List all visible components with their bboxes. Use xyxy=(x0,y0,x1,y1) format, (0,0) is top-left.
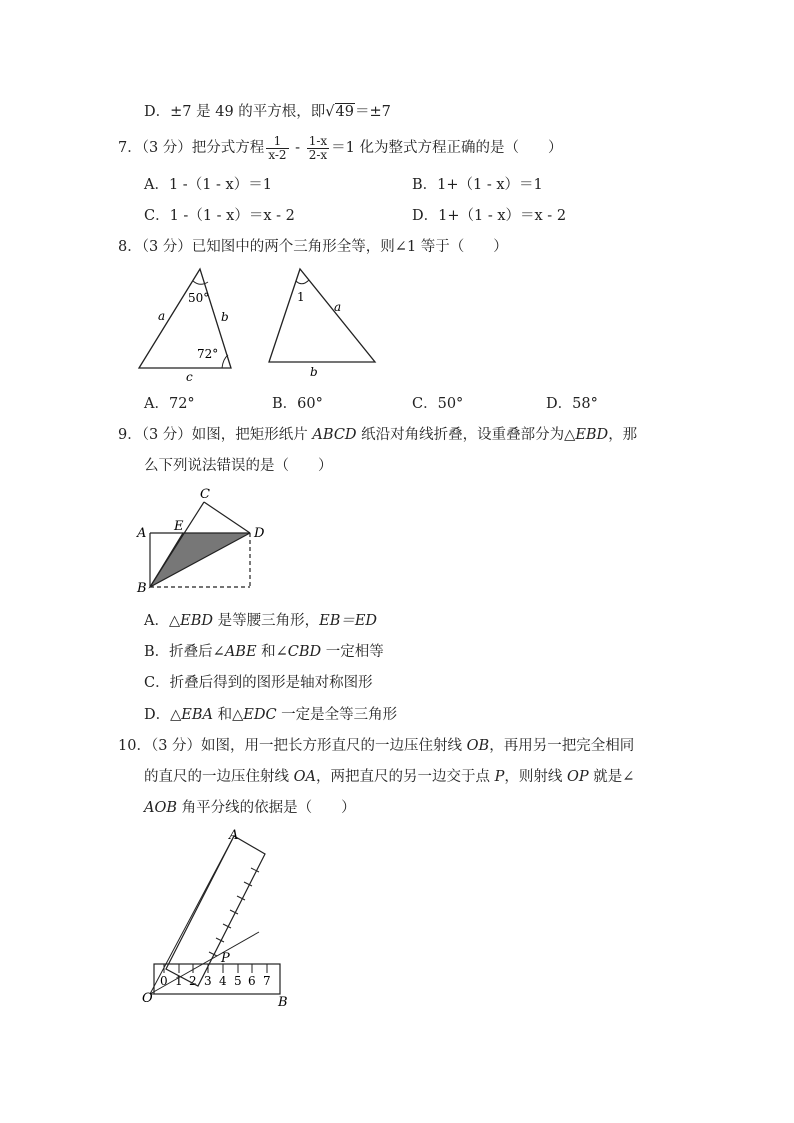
q8-stem: 8．（3 分）已知图中的两个三角形全等，则∠1 等于（ ） xyxy=(118,239,508,255)
q9-stem-text: 9．（3 分）如图，把矩形纸片 xyxy=(118,427,313,443)
q10-figure xyxy=(138,828,318,1008)
q7-option-a[interactable]: A．1 -（1 - x）＝1 xyxy=(144,177,272,193)
q10-p: P xyxy=(494,769,505,785)
q10-tick-0: 0 xyxy=(160,974,168,988)
q10-tick-5: 5 xyxy=(234,974,242,988)
q10-tick-3: 3 xyxy=(204,974,212,988)
q9-option-a[interactable] xyxy=(144,611,377,631)
q10-oa: OA xyxy=(293,769,316,785)
q7-option-b[interactable]: B．1+（1 - x）＝1 xyxy=(412,177,543,193)
q10-label-O: O xyxy=(142,991,153,1006)
q7-stem-suffix: ＝1 化为整式方程正确的是（ ） xyxy=(331,140,563,156)
q10-text: 角平分线的依据是（ ） xyxy=(177,800,356,816)
q10-text: 就是∠ xyxy=(588,769,635,785)
q8-option-d[interactable]: D．58° xyxy=(546,396,598,412)
q10-ruler-ticks xyxy=(164,964,267,973)
q10-tick-1: 1 xyxy=(175,974,183,988)
q8-triangle-2 xyxy=(269,269,375,362)
q9-label-E: E xyxy=(174,519,184,534)
q9-d-eba: EBA xyxy=(181,707,213,723)
q9-abcd: ABCD xyxy=(312,427,357,443)
q9-b-abe: ABE xyxy=(224,644,257,660)
q10-ob: OB xyxy=(466,738,490,754)
q7-frac2-denominator: 2-x xyxy=(308,147,328,162)
q9-b-text: 一定相等 xyxy=(321,644,384,660)
q9-d-text: D．△ xyxy=(144,707,182,723)
q9-stem-line-1 xyxy=(118,425,637,445)
q10-label-B: B xyxy=(278,995,288,1010)
q8-angle-arc-top xyxy=(193,281,208,284)
q8-t2-angle: 1 xyxy=(297,290,305,304)
q6-radicand: 49 xyxy=(335,104,354,120)
q8-option-c[interactable]: C．50° xyxy=(412,396,464,412)
q10-tick-4: 4 xyxy=(219,974,227,988)
q10-label-P: P xyxy=(221,951,230,966)
q8-figure xyxy=(130,265,390,385)
q7-frac2-numerator: 1-x xyxy=(308,133,328,148)
q9-label-D: D xyxy=(254,526,265,541)
q7-option-c[interactable]: C．1 -（1 - x）＝x - 2 xyxy=(144,208,295,224)
q10-stem-line-3 xyxy=(144,798,356,818)
q8-angle-arc-1 xyxy=(296,280,309,284)
q9-a-text: A．△ xyxy=(144,613,181,629)
q9-figure xyxy=(134,486,274,596)
q10-text: ，两把直尺的另一边交于点 xyxy=(315,769,495,785)
q8-t1-angle-top: 50° xyxy=(188,291,210,305)
q6-option-d xyxy=(144,102,391,122)
q8-t2-side-b: b xyxy=(310,365,318,379)
q10-stem-line-2 xyxy=(144,767,634,787)
q10-text: ，再用另一把完全相同 xyxy=(489,738,635,754)
q9-ebd: EBD xyxy=(575,427,609,443)
q10-tick-6: 6 xyxy=(248,974,256,988)
q10-ruler-horizontal xyxy=(154,964,280,994)
q10-stem-line-1 xyxy=(118,736,634,756)
q6-option-d-prefix: D．±7 是 49 的平方根，即 xyxy=(144,104,326,120)
q9-stem-line-2: 么下列说法错误的是（ ） xyxy=(144,458,333,474)
q7-option-d[interactable]: D．1+（1 - x）＝x - 2 xyxy=(412,208,567,224)
sqrt-symbol: √ xyxy=(325,104,335,120)
q9-b-text: 和∠ xyxy=(256,644,288,660)
q6-option-d-suffix: ＝±7 xyxy=(354,104,391,120)
q9-stem-text: 纸沿对角线折叠，设重叠部分为△ xyxy=(356,427,576,443)
q9-a-ebd: EBD xyxy=(180,613,213,629)
q10-tick-2: 2 xyxy=(189,974,197,988)
q9-option-d[interactable] xyxy=(144,705,397,725)
q9-option-b[interactable] xyxy=(144,642,384,662)
q9-a-eq: EB＝ED xyxy=(319,613,378,629)
q9-d-text: 一定是全等三角形 xyxy=(276,707,398,723)
q7-stem xyxy=(118,133,563,163)
q8-t1-side-c: c xyxy=(186,370,193,384)
q10-text: 10．（3 分）如图，用一把长方形直尺的一边压住射线 xyxy=(118,738,467,754)
q7-fraction-2 xyxy=(307,135,329,162)
q9-shaded-triangle xyxy=(150,533,250,587)
q8-t1-side-a: a xyxy=(158,309,166,323)
q8-t2-side-a: a xyxy=(334,300,342,314)
q7-frac1-denominator: x-2 xyxy=(268,147,287,162)
q7-fraction-1 xyxy=(266,135,288,162)
q8-option-b[interactable]: B．60° xyxy=(272,396,323,412)
q10-op: OP xyxy=(566,769,589,785)
q10-text: 的直尺的一边压住射线 xyxy=(144,769,294,785)
q9-fold-CD xyxy=(204,502,250,533)
q9-b-cbd: CBD xyxy=(287,644,322,660)
q9-stem-text: ，那 xyxy=(608,427,638,443)
q8-t1-angle-right: 72° xyxy=(197,347,219,361)
q10-aob: AOB xyxy=(144,800,178,816)
q8-option-a[interactable]: A．72° xyxy=(144,396,195,412)
q10-tick-7: 7 xyxy=(263,974,271,988)
q9-label-B: B xyxy=(137,581,147,596)
q8-t1-side-b: b xyxy=(221,310,229,324)
q7-stem-prefix: 7．（3 分）把分式方程 xyxy=(118,140,265,156)
q7-minus: - xyxy=(290,140,305,156)
q9-d-text: 和△ xyxy=(213,707,244,723)
q9-label-C: C xyxy=(200,487,210,502)
q7-frac1-numerator: 1 xyxy=(266,135,288,149)
q9-b-text: B．折叠后∠ xyxy=(144,644,225,660)
q9-d-edc: EDC xyxy=(243,707,277,723)
q9-option-c[interactable]: C．折叠后得到的图形是轴对称图形 xyxy=(144,675,373,691)
q10-label-A: A xyxy=(229,828,239,843)
q9-label-A: A xyxy=(137,526,147,541)
q9-a-text: 是等腰三角形， xyxy=(213,613,320,629)
q10-text: ，则射线 xyxy=(504,769,567,785)
